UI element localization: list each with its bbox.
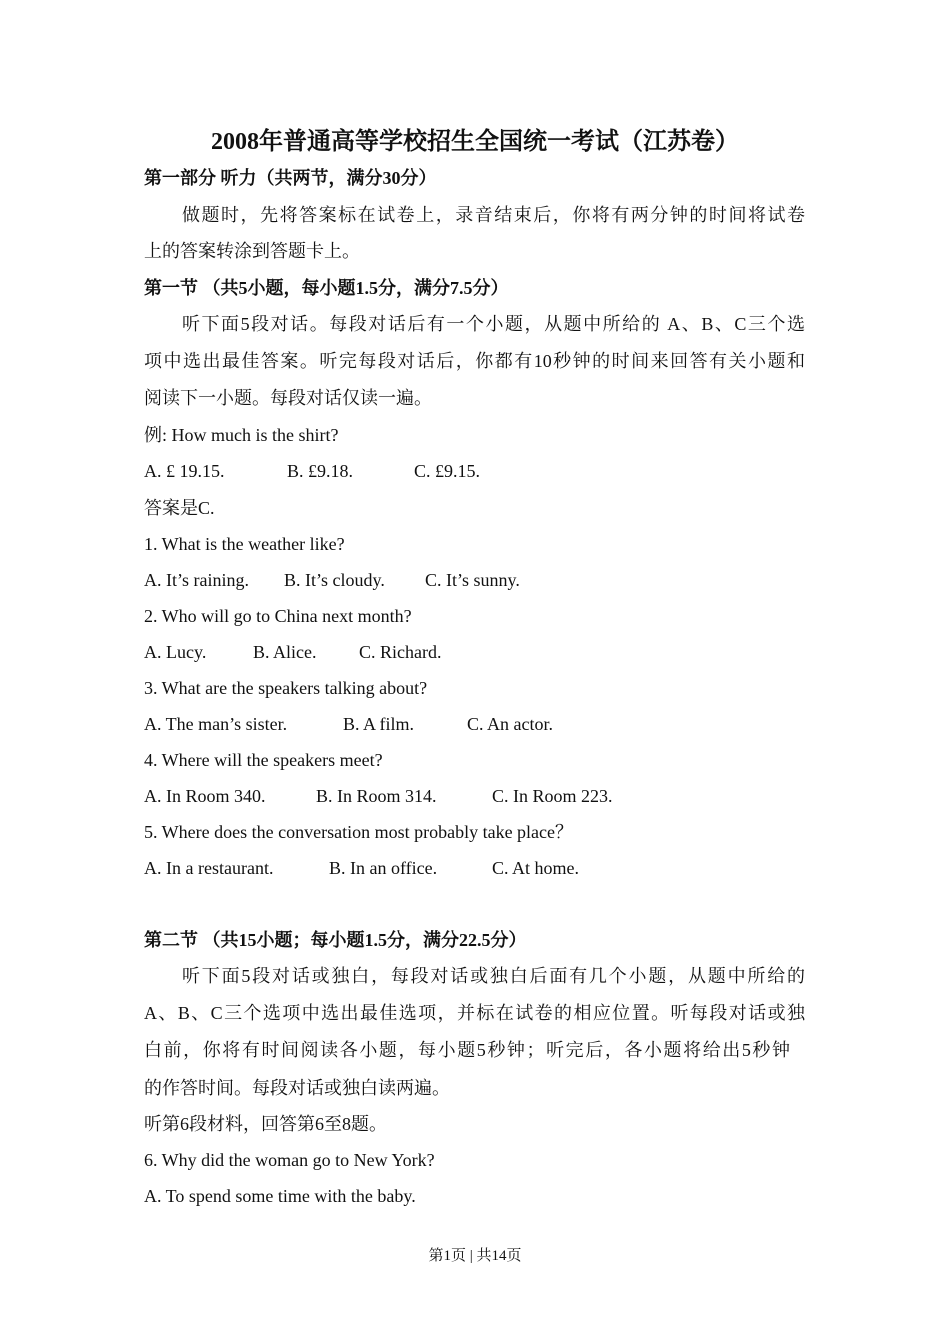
paragraph-line: 白前，你将有时间阅读各小题，每小题5秒钟；听完后，各小题将给出5秒钟 — [144, 1040, 790, 1060]
example-question: 例: How much is the shirt? — [144, 425, 339, 445]
paragraph-line: 项中选出最佳答案。听完每段对话后，你都有10秒钟的时间来回答有关小题和 — [144, 351, 805, 371]
option: B. It’s cloudy. — [284, 570, 385, 590]
paragraph-line: 阅读下一小题。每段对话仅读一遍。 — [144, 388, 432, 408]
paragraph-line: 上的答案转涂到答题卡上。 — [144, 241, 360, 261]
option: B. In an office. — [329, 858, 438, 878]
paragraph-line: 听下面5段对话或独白，每段对话或独白后面有几个小题，从题中所给的 — [182, 966, 805, 986]
option: A. The man’s sister. — [144, 714, 288, 734]
question: 5. Where does the conversation most probably take place？ — [144, 822, 574, 842]
option: C. An actor. — [467, 714, 553, 734]
paragraph-line: A、B、C三个选项中选出最佳选项，并标在试卷的相应位置。听每段对话或独 — [144, 1003, 805, 1023]
option: A. In a restaurant. — [144, 858, 274, 878]
option: A. Lucy. — [144, 642, 207, 662]
option: C. At home. — [492, 858, 580, 878]
paragraph-line: 做题时，先将答案标在试卷上，录音结束后，你将有两分钟的时间将试卷 — [182, 205, 805, 225]
question: 6. Why did the woman go to New York? — [144, 1150, 435, 1170]
page-footer: 第1页 | 共14页 — [428, 1248, 522, 1264]
option: B. A film. — [343, 714, 415, 734]
part1-heading: 第一部分 听力（共两节，满分30分） — [144, 168, 437, 188]
option: B. In Room 314. — [316, 786, 437, 806]
question: 2. Who will go to China next month? — [144, 606, 412, 626]
page-title: 2008年普通高等学校招生全国统一考试（江苏卷） — [211, 129, 739, 155]
question: 4. Where will the speakers meet? — [144, 750, 383, 770]
option: A. It’s raining. — [144, 570, 249, 590]
option: C. £9.15. — [414, 461, 481, 481]
question: 3. What are the speakers talking about? — [144, 678, 428, 698]
option: C. Richard. — [359, 642, 442, 662]
example-answer: 答案是C. — [144, 498, 215, 518]
material-instruction: 听第6段材料，回答第6至8题。 — [144, 1114, 387, 1134]
option: B. Alice. — [253, 642, 317, 662]
section2-heading: 第二节 （共15小题；每小题1.5分，满分22.5分） — [144, 930, 527, 950]
option: A. To spend some time with the baby. — [144, 1186, 416, 1206]
paragraph-line: 听下面5段对话。每段对话后有一个小题，从题中所给的 A、B、C三个选 — [182, 314, 805, 334]
option: C. It’s sunny. — [425, 570, 520, 590]
section1-heading: 第一节 （共5小题，每小题1.5分，满分7.5分） — [144, 278, 509, 298]
option: A. £ 19.15. — [144, 461, 225, 481]
option: B. £9.18. — [287, 461, 354, 481]
paragraph-line: 的作答时间。每段对话或独白读两遍。 — [144, 1078, 450, 1098]
option: A. In Room 340. — [144, 786, 266, 806]
question: 1. What is the weather like? — [144, 534, 345, 554]
option: C. In Room 223. — [492, 786, 613, 806]
